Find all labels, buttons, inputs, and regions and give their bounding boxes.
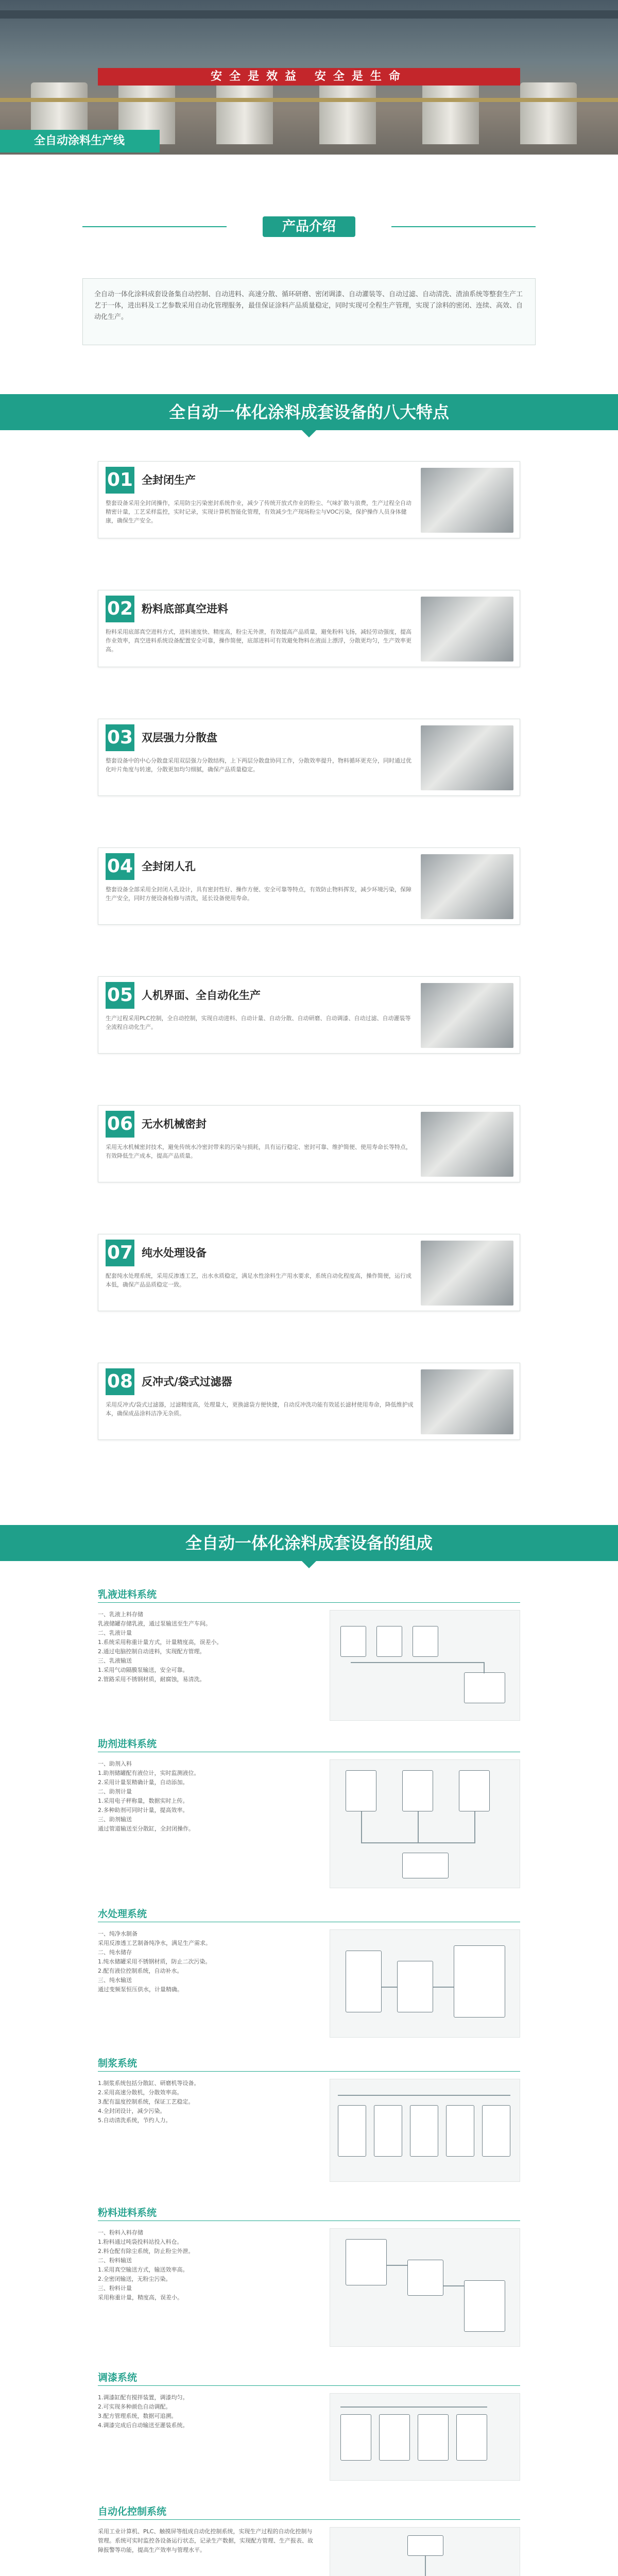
- feature-card: [98, 461, 520, 538]
- hero-tank: [319, 82, 376, 144]
- section-diagram: [330, 1759, 520, 1888]
- tank-shape: [346, 2239, 387, 2285]
- feature-image: [421, 1241, 513, 1306]
- feature-number: 06: [106, 1111, 134, 1138]
- section-diagram: [330, 2527, 520, 2576]
- composition-band: [0, 1525, 618, 1561]
- tank-shape: [374, 2105, 402, 2157]
- feature-title: 双层强力分散盘: [142, 732, 217, 744]
- feature-image: [421, 468, 513, 533]
- tank-shape: [464, 2280, 505, 2332]
- section-text: 采用工业计算机、PLC、触摸屏等组成自动化控制系统，实现生产过程的自动化控制与管理。系统可实时监控各设备运行状态，记录生产数据，实现配方管理、生产报表、故障报警等功能，提高生产效率与管理水平。: [98, 2528, 313, 2553]
- pipe-line: [443, 2285, 464, 2286]
- pipe-line: [474, 1811, 475, 1842]
- section-text: 1.调漆缸配有搅拌装置，调漆均匀。 2.可实现多种颜色自动调配。 3.配方管理系统，数据可追溯。 4.调漆完成后自动输送至灌装系统。: [98, 2394, 188, 2429]
- section-text: 一、乳液上料存储 乳液储罐存储乳液，通过泵输送至生产车间。 二、乳液计量 1.系统采用称重计量方式，计量精度高，误差小。 2.通过电脑控制自动进料，实现配方管理。 三、乳液输送 1.采用气动隔膜泵输送，安全可靠。 2.管路采用不锈钢材质，耐腐蚀，易清洗。: [98, 1611, 222, 1683]
- feature-desc: 整套设备中的中心分散盘采用双层强力分散结构，上下两层分散盘协同工作，分散效率提升，物料循环更充分，同时通过优化叶片角度与转速，分散更加均匀细腻，确保产品质量稳定。: [106, 757, 411, 773]
- feature-title: 无水机械密封: [142, 1118, 207, 1130]
- hero-tank: [520, 82, 577, 144]
- controller-box: [407, 2535, 443, 2556]
- intro-title-bar: [0, 216, 618, 237]
- divider: [98, 2071, 520, 2072]
- pipe-line: [484, 1662, 485, 1673]
- feature-number: 03: [106, 724, 134, 751]
- pipe-line: [387, 2265, 407, 2266]
- tank-shape: [346, 1770, 376, 1811]
- feature-image: [421, 1369, 513, 1434]
- feature-title: 粉料底部真空进料: [142, 603, 228, 615]
- features-band: [0, 394, 618, 430]
- tank-shape: [397, 1961, 433, 2012]
- band-arrow: [302, 430, 316, 437]
- feature-desc: 整套设备采用全封闭操作，采用防尘污染密封系统作业，减少了传统开放式作业的粉尘、气味扩散与浪费，生产过程全自动精密计量，工艺采样监控，实时记录，实现计算机智能化管理，有效减少生产现场粉尘与VOC污染，保护操作人员身体健康，确保生产安全。: [106, 500, 411, 524]
- pipe-line: [433, 1987, 454, 1988]
- tank-shape: [402, 1770, 433, 1811]
- section-title: 调漆系统: [98, 2372, 138, 2383]
- section-diagram: [330, 2079, 520, 2182]
- divider: [98, 1602, 520, 1603]
- feature-desc: 整套设备全部采用全封闭人孔设计，具有密封性好、操作方便、安全可靠等特点，有效防止物料挥发，减少环境污染，保障生产安全，同时方便设备检修与清洗，延长设备使用寿命。: [106, 886, 411, 902]
- section-text: 一、纯净水制备 采用反渗透工艺制备纯净水，满足生产需求。 二、纯水储存 1.纯水储罐采用不锈钢材质，防止二次污染。 2.配有液位控制系统，自动补水。 三、纯水输送 通过变频泵恒压供水，计量精确。: [98, 1930, 211, 1993]
- tank-shape: [464, 1672, 505, 1703]
- feature-desc: 粉料采用底部真空进料方式，进料速度快、精度高，粉尘无外泄，有效提高产品质量，避免粉料飞扬，减轻劳动强度，提高作业效率，真空进料系统设备配置安全可靠，操作简便，底部进料可有效避免物料在液面上漂浮，分散更均匀，生产效率更高。: [106, 629, 411, 653]
- divider: [98, 2519, 520, 2520]
- feature-title: 反冲式/袋式过滤器: [142, 1376, 232, 1388]
- tank-shape: [454, 1945, 505, 2018]
- hero-banner: [0, 0, 618, 155]
- intro-title: 产品介绍: [263, 216, 355, 237]
- intro-text: 全自动一体化涂料成套设备集自动控制、自动进料、高速分散、循环研磨、密闭调漆、自动灌装等、自动过滤、自动清洗、渣油系统等整套生产工艺于一体，进出料及工艺参数采用自动化管理服务，最佳保证涂料产品质量稳定，同时实现可全程生产管理，实现了涂料的密闭、连续、高效、自动化生产。: [82, 278, 536, 345]
- section-title: 自动化控制系统: [98, 2506, 167, 2517]
- tank-shape: [340, 2414, 371, 2461]
- pipe-line: [382, 1987, 397, 1988]
- section-title: 制浆系统: [98, 2058, 138, 2069]
- feature-number: 05: [106, 982, 134, 1009]
- feature-card: [98, 1363, 520, 1440]
- tank-shape: [459, 1770, 490, 1811]
- feature-title: 人机界面、全自动化生产: [142, 989, 261, 1002]
- pipe-line: [340, 2406, 487, 2408]
- feature-number: 07: [106, 1240, 134, 1266]
- section-text: 一、助剂入料 1.助剂储罐配有液位计，实时监测液位。 2.采用计量泵精确计量，自动添加。 二、助剂计量 1.采用电子秤称量，数据实时上传。 2.多种助剂可同时计量，提高效率。 三、助剂输送 通过管道输送至分散缸，全封闭操作。: [98, 1760, 200, 1832]
- tank-shape: [376, 1626, 402, 1657]
- tank-shape: [418, 2414, 449, 2461]
- section-title: 乳液进料系统: [98, 1589, 157, 1600]
- pipe-line: [351, 1662, 485, 1663]
- tank-shape: [402, 1853, 449, 1878]
- feature-number: 04: [106, 853, 134, 880]
- tank-shape: [379, 2414, 410, 2461]
- feature-desc: 配套纯水处理系统，采用反渗透工艺，出水水质稳定，满足水性涂料生产用水要求，系统自动化程度高，操作简便，运行成本低，确保产品品质稳定一致。: [106, 1273, 411, 1288]
- hero-slogan: 安全是效益 安全是生命: [98, 68, 520, 86]
- section-text: 1.制浆系统包括分散缸、研磨机等设备。 2.采用高速分散机，分散效率高。 3.配有温度控制系统，保证工艺稳定。 4.全封闭设计，减少污染。 5.自动清洗系统，节约人力。: [98, 2080, 200, 2124]
- feature-image: [421, 854, 513, 919]
- tank-shape: [346, 1951, 382, 2012]
- section-title: 助剂进料系统: [98, 1738, 157, 1750]
- tank-shape: [340, 1626, 366, 1657]
- feature-number: 08: [106, 1368, 134, 1395]
- divider: [391, 226, 536, 227]
- feature-card: [98, 976, 520, 1054]
- hero-tank: [216, 82, 273, 144]
- feature-desc: 采用反冲式/袋式过滤器，过滤精度高，处理量大，更换滤袋方便快捷，自动反冲洗功能有效延长滤材使用寿命，降低维护成本，确保成品涂料洁净无杂质。: [106, 1401, 414, 1417]
- feature-title: 全封闭人孔: [142, 860, 196, 873]
- section-diagram: [330, 1610, 520, 1721]
- pipe-line: [361, 1811, 362, 1842]
- hero-tank: [422, 82, 479, 144]
- tank-shape: [410, 2105, 438, 2157]
- section-title: 水处理系统: [98, 1908, 147, 1920]
- pipe-line: [338, 2095, 510, 2096]
- feature-card: [98, 590, 520, 667]
- tank-shape: [338, 2105, 366, 2157]
- hero-beam: [0, 10, 618, 19]
- band-arrow: [302, 1561, 316, 1568]
- feature-image: [421, 597, 513, 662]
- feature-image: [421, 725, 513, 790]
- feature-card: [98, 719, 520, 796]
- divider: [98, 2385, 520, 2386]
- feature-card: [98, 1234, 520, 1311]
- feature-image: [421, 983, 513, 1048]
- feature-card: [98, 1105, 520, 1182]
- feature-image: [421, 1112, 513, 1177]
- composition-band-title: 全自动一体化涂料成套设备的组成: [185, 1533, 433, 1553]
- feature-desc: 采用无水机械密封技术，避免传统水冷密封带来的污染与损耗，具有运行稳定、密封可靠、维护简便、使用寿命长等特点，有效降低生产成本，提高产品质量。: [106, 1144, 411, 1159]
- features-band-title: 全自动一体化涂料成套设备的八大特点: [168, 402, 449, 422]
- section-diagram: [330, 2393, 520, 2481]
- divider: [82, 226, 227, 227]
- section-diagram: [330, 2228, 520, 2347]
- feature-number: 02: [106, 596, 134, 622]
- tank-shape: [413, 1626, 438, 1657]
- feature-desc: 生产过程采用PLC控制，全自动控制，实现自动进料、自动计量、自动分散、自动研磨、自动调漆、自动过滤、自动灌装等全流程自动化生产。: [106, 1015, 411, 1030]
- section-title: 粉料进料系统: [98, 2207, 157, 2218]
- pipe-line: [418, 1811, 419, 1842]
- pipe-line: [425, 2556, 426, 2576]
- pipe-line: [361, 1842, 475, 1843]
- tank-shape: [446, 2105, 474, 2157]
- section-diagram: [330, 1929, 520, 2038]
- feature-title: 纯水处理设备: [142, 1247, 207, 1259]
- tank-shape: [456, 2414, 487, 2461]
- feature-number: 01: [106, 467, 134, 494]
- tank-shape: [407, 2260, 443, 2296]
- feature-title: 全封闭生产: [142, 474, 196, 486]
- section-text: 一、粉料入料存储 1.粉料通过吨袋投料站投入料仓。 2.料仓配有除尘系统，防止粉尘外泄。 二、粉料输送 1.采用真空输送方式，输送效率高。 2.全密闭输送，无粉尘污染。 三、粉料计量 采用称重计量，精度高，误差小。: [98, 2229, 194, 2301]
- hero-rail: [0, 98, 618, 102]
- tank-shape: [482, 2105, 510, 2157]
- hero-label: 全自动涂料生产线: [0, 130, 160, 152]
- feature-card: [98, 848, 520, 925]
